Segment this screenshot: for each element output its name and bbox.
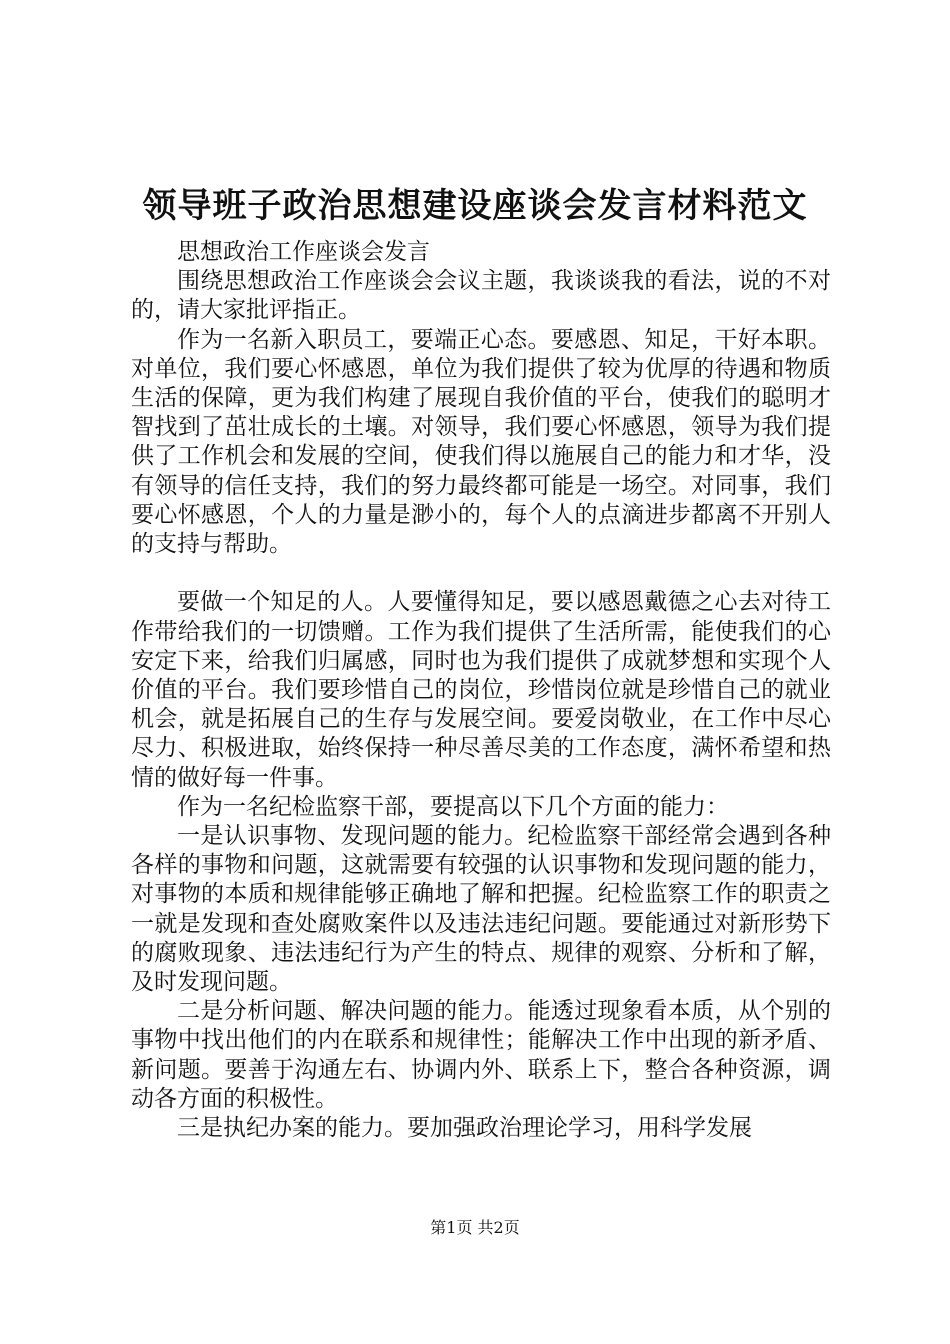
paragraph: 围绕思想政治工作座谈会会议主题，我谈谈我的看法，说的不对的，请大家批评指正。 [131, 268, 831, 324]
paragraph: 三是执纪办案的能力。要加强政治理论学习，用科学发展 [177, 1115, 752, 1142]
document-subheading: 思想政治工作座谈会发言 [177, 239, 430, 265]
document-body [131, 238, 831, 1143]
paragraph: 作为一名新入职员工，要端正心态。要感恩、知足，干好本职。对单位，我们要心怀感恩，单位为我们提供了较为优厚的待遇和物质生活的保障，更为我们构建了展现自我价值的平台，使我们的聪明才智找到了茁壮成长的土壤。对领导，我们要心怀感恩，领导为我们提供了工作机会和发展的空间，使我们得以施展自己的能力和才华，没有领导的信任支持，我们的努力最终都可能是一场空。对同事，我们要心怀感恩，个人的力量是渺小的，每个人的点滴进步都离不开别人的支持与帮助。 [131, 326, 831, 558]
paragraph: 作为一名纪检监察干部，要提高以下几个方面的能力： [177, 793, 729, 820]
paragraph: 要做一个知足的人。人要懂得知足，要以感恩戴德之心去对待工作带给我们的一切馈赠。工作为我们提供了生活所需，能使我们的心安定下来，给我们归属感，同时也为我们提供了成就梦想和实现个人价值的平台。我们要珍惜自己的岗位，珍惜岗位就是珍惜自己的就业机会，就是拓展自己的生存与发展空间。要爱岗敬业，在工作中尽心尽力、积极进取，始终保持一种尽善尽美的工作态度，满怀希望和热情的做好每一件事。 [131, 589, 831, 791]
paragraph: 一是认识事物、发现问题的能力。纪检监察干部经常会遇到各种各样的事物和问题，这就需要有较强的认识事物和发现问题的能力，对事物的本质和规律能够正确地了解和把握。纪检监察工作的职责之一就是发现和查处腐败案件以及违法违纪问题。要能通过对新形势下的腐败现象、违法违纪行为产生的特点、规律的观察、分析和了解，及时发现问题。 [131, 823, 831, 996]
blank-line [131, 559, 831, 588]
page-footer: 第1页 共2页 [430, 1218, 520, 1237]
paragraph: 二是分析问题、解决问题的能力。能透过现象看本质，从个别的事物中找出他们的内在联系和规律性；能解决工作中出现的新矛盾、新问题。要善于沟通左右、协调内外、联系上下，整合各种资源，调动各方面的积极性。 [131, 998, 831, 1112]
document-title: 领导班子政治思想建设座谈会发言材料范文 [142, 186, 808, 226]
